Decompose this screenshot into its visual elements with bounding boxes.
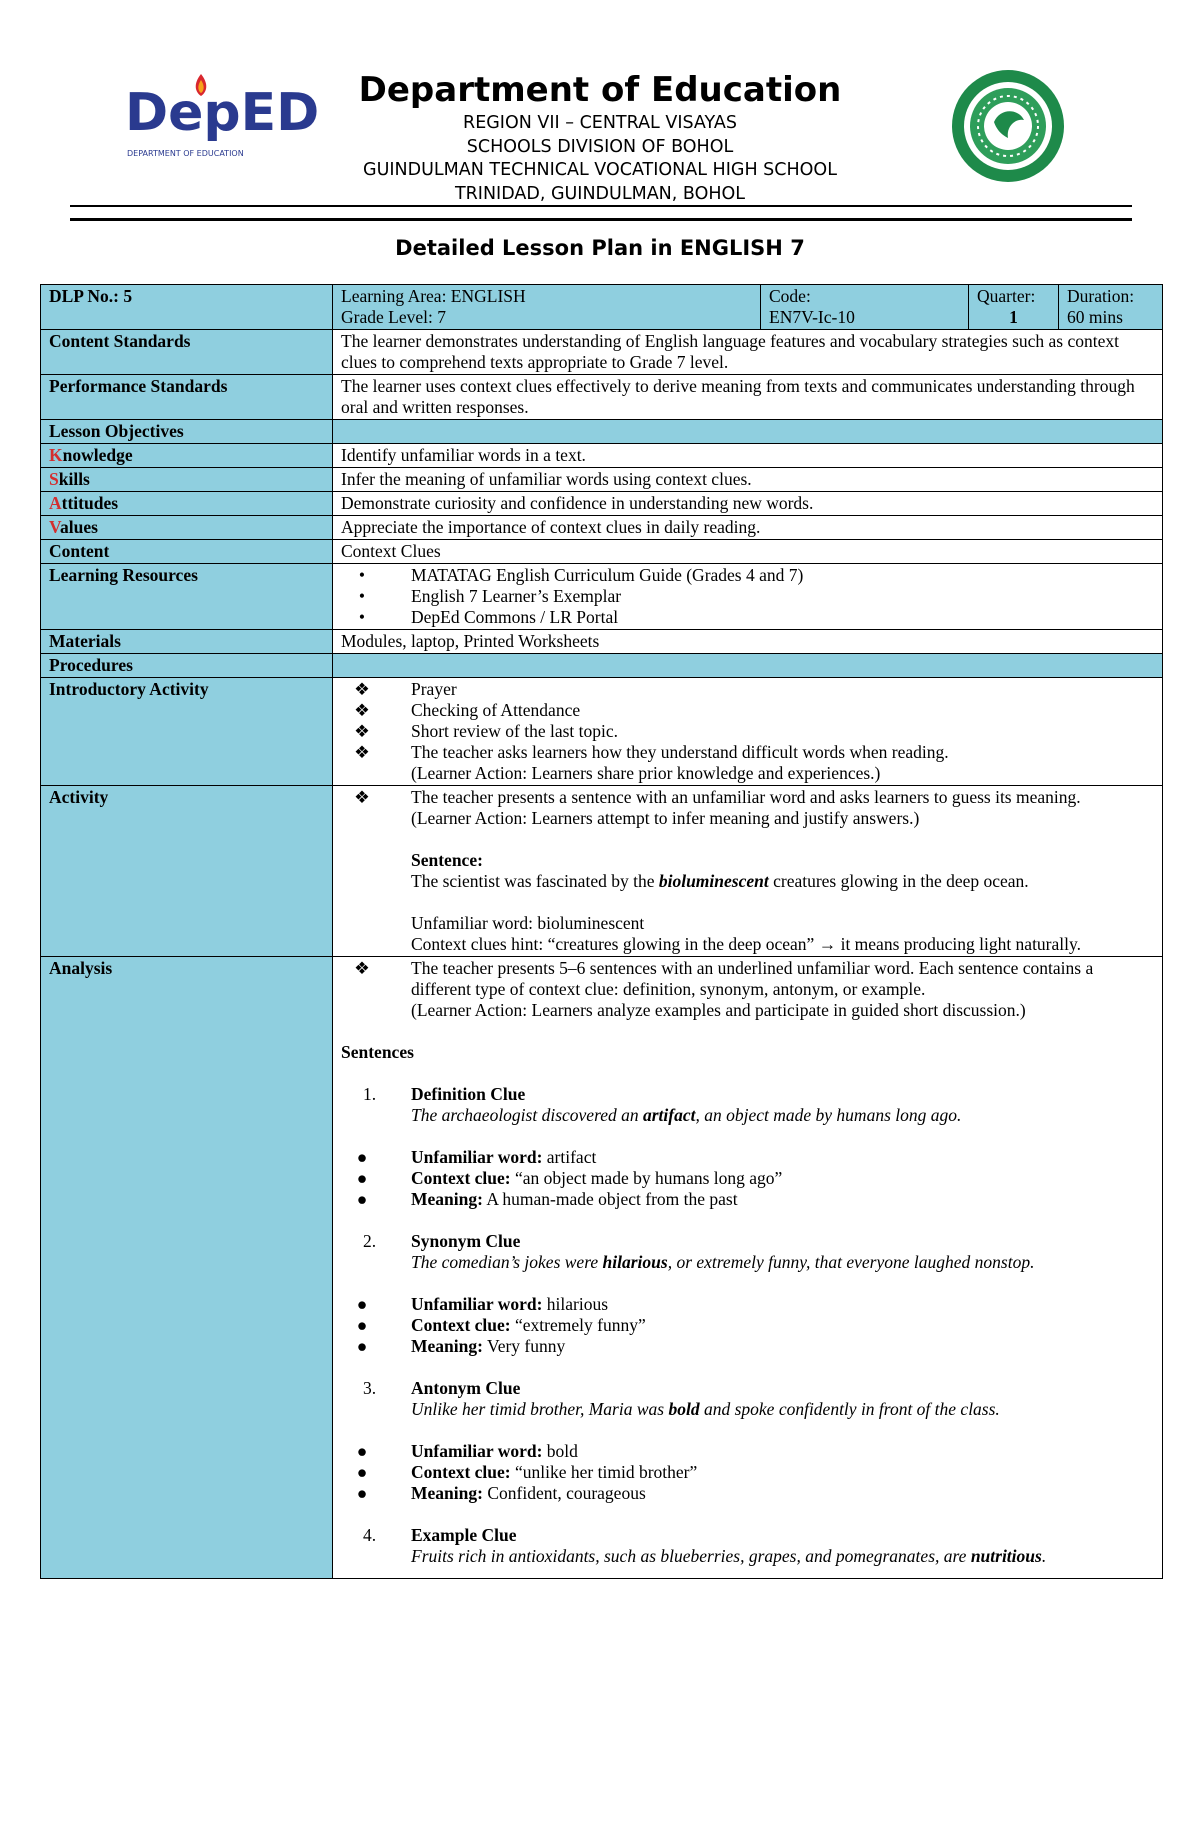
- introductory-activity-row: [41, 678, 1163, 786]
- clue-title: 3. Antonym Clue: [363, 1378, 521, 1398]
- clue-sentence: The archaeologist discovered an artifact, an object made by humans long ago.: [411, 1105, 962, 1125]
- clue-keyword: hilarious: [602, 1252, 668, 1272]
- activity-row: [41, 786, 1163, 957]
- performance-standards-text: The learner uses context clues effectively to derive meaning from texts and communicates understanding through oral and written responses.: [333, 375, 1163, 420]
- introductory-activity-label: Introductory Activity: [41, 678, 333, 786]
- procedures-row: [41, 654, 1163, 678]
- department-title: Department of Education: [358, 70, 842, 110]
- materials-row: [41, 630, 1163, 654]
- lesson-plan-table: [40, 284, 1163, 1579]
- clue-detail: ● Meaning: A human-made object from the past: [341, 1189, 1154, 1210]
- clue-detail: ● Context clue: “an object made by humans long ago”: [341, 1168, 1154, 1189]
- bullet-icon: •: [358, 565, 366, 585]
- introductory-activity-content: [333, 678, 1163, 786]
- clue-keyword: nutritious: [970, 1546, 1042, 1566]
- clue-detail: ● Unfamiliar word: hilarious: [341, 1294, 1154, 1315]
- intro-learner-action: (Learner Action: Learners share prior knowledge and experiences.): [411, 763, 881, 783]
- bullet-icon: ●: [356, 1462, 368, 1482]
- sentence-keyword: bioluminescent: [658, 871, 769, 891]
- dlp-number: DLP No.: 5: [41, 285, 333, 330]
- procedures-empty: [333, 654, 1163, 678]
- clue-title: 1. Definition Clue: [363, 1084, 526, 1104]
- lesson-objectives-row: [41, 420, 1163, 444]
- duration-label: Duration:: [1067, 286, 1135, 306]
- code-value: EN7V-Ic-10: [769, 307, 855, 327]
- diamond-bullet-icon: ❖: [354, 958, 370, 978]
- sentences-heading: Sentences: [341, 1042, 414, 1062]
- bullet-icon: ●: [356, 1168, 368, 1188]
- intro-item: ❖ The teacher asks learners how they understand difficult words when reading.: [341, 742, 1154, 763]
- objective-values-label: Values: [41, 516, 333, 540]
- bullet-icon: ●: [356, 1294, 368, 1314]
- grade-level: Grade Level: 7: [341, 307, 446, 327]
- context-hint-line: Context clues hint: “creatures glowing in the deep ocean” → it means producing light naturally.: [411, 934, 1081, 954]
- content-standards-row: [41, 330, 1163, 375]
- sentence-label: Sentence:: [411, 850, 483, 870]
- bullet-icon: ●: [356, 1483, 368, 1503]
- clue-detail: ● Meaning: Confident, courageous: [341, 1483, 1154, 1504]
- content-standards-label: Content Standards: [41, 330, 333, 375]
- resource-item: • DepEd Commons / LR Portal: [341, 607, 1154, 628]
- objective-skills-label: Skills: [41, 468, 333, 492]
- learning-area: Learning Area: ENGLISH: [341, 286, 526, 306]
- content-label: Content: [41, 540, 333, 564]
- clue-detail: ● Context clue: “extremely funny”: [341, 1315, 1154, 1336]
- clue-keyword: bold: [668, 1399, 700, 1419]
- learning-resources-list: [333, 564, 1163, 630]
- bullet-icon: •: [358, 607, 366, 627]
- unfamiliar-word-line: Unfamiliar word: bioluminescent: [411, 913, 645, 933]
- objective-attitudes-text: Demonstrate curiosity and confidence in understanding new words.: [333, 492, 1163, 516]
- bullet-icon: •: [358, 586, 366, 606]
- clue-detail: ● Meaning: Very funny: [341, 1336, 1154, 1357]
- deped-logo-text: DepED: [125, 83, 320, 143]
- diamond-bullet-icon: ❖: [354, 721, 370, 741]
- objective-knowledge-row: [41, 444, 1163, 468]
- learning-resources-row: [41, 564, 1163, 630]
- header-rule-thick: [70, 218, 1132, 221]
- analysis-row: [41, 957, 1163, 1579]
- clue-title: 4. Example Clue: [363, 1525, 517, 1545]
- objective-values-row: [41, 516, 1163, 540]
- activity-content: [333, 786, 1163, 957]
- info-row: [41, 285, 1163, 330]
- bullet-icon: ●: [356, 1441, 368, 1461]
- header-line-region: REGION VII – CENTRAL VISAYAS: [463, 113, 737, 133]
- header-line-address: TRINIDAD, GUINDULMAN, BOHOL: [454, 183, 746, 204]
- performance-standards-label: Performance Standards: [41, 375, 333, 420]
- analysis-item: ❖ The teacher presents 5–6 sentences with an underlined unfamiliar word. Each sentence contains a different type of context clue: definition, synonym, antonym, or example.: [341, 958, 1154, 1000]
- diamond-bullet-icon: ❖: [354, 700, 370, 720]
- objective-values-text: Appreciate the importance of context clues in daily reading.: [333, 516, 1163, 540]
- header-line-school: GUINDULMAN TECHNICAL VOCATIONAL HIGH SCHOOL: [363, 160, 837, 180]
- content-text: Context Clues: [333, 540, 1163, 564]
- materials-text: Modules, laptop, Printed Worksheets: [333, 630, 1163, 654]
- activity-item: ❖ The teacher presents a sentence with an unfamiliar word and asks learners to guess its meaning.: [341, 787, 1154, 808]
- bullet-icon: ●: [356, 1147, 368, 1167]
- school-seal: [950, 68, 1066, 184]
- intro-item: ❖ Prayer: [341, 679, 1154, 700]
- objective-attitudes-row: [41, 492, 1163, 516]
- duration-value: 60 mins: [1067, 307, 1123, 327]
- objective-skills-text: Infer the meaning of unfamiliar words using context clues.: [333, 468, 1163, 492]
- bullet-icon: ●: [356, 1336, 368, 1356]
- sentence-text: The scientist was fascinated by the bioluminescent creatures glowing in the deep ocean.: [411, 871, 1029, 891]
- clue-sentence: Fruits rich in antioxidants, such as blueberries, grapes, and pomegranates, are nutritious.: [411, 1546, 1047, 1566]
- materials-label: Materials: [41, 630, 333, 654]
- objective-knowledge-text: Identify unfamiliar words in a text.: [333, 444, 1163, 468]
- content-row: [41, 540, 1163, 564]
- document-title: Detailed Lesson Plan in ENGLISH 7: [395, 236, 805, 260]
- lesson-objectives-label: Lesson Objectives: [41, 420, 333, 444]
- activity-learner-action: (Learner Action: Learners attempt to infer meaning and justify answers.): [411, 808, 920, 828]
- resource-item: • MATATAG English Curriculum Guide (Grades 4 and 7): [341, 565, 1154, 586]
- intro-item: ❖ Checking of Attendance: [341, 700, 1154, 721]
- clue-sentence: The comedian’s jokes were hilarious, or extremely funny, that everyone laughed nonstop.: [411, 1252, 1035, 1272]
- code-label: Code:: [769, 286, 811, 306]
- quarter-label: Quarter:: [977, 286, 1036, 306]
- intro-item: ❖ Short review of the last topic.: [341, 721, 1154, 742]
- diamond-bullet-icon: ❖: [354, 742, 370, 762]
- duration-cell: [1059, 285, 1163, 330]
- objective-attitudes-label: Attitudes: [41, 492, 333, 516]
- clue-detail: ● Unfamiliar word: bold: [341, 1441, 1154, 1462]
- quarter-value: 1: [1009, 307, 1018, 327]
- analysis-learner-action: (Learner Action: Learners analyze examples and participate in guided short discussion.): [411, 1000, 1026, 1020]
- bullet-icon: ●: [356, 1189, 368, 1209]
- clue-detail: ● Unfamiliar word: artifact: [341, 1147, 1154, 1168]
- clue-keyword: artifact: [643, 1105, 696, 1125]
- header-rule-thin: [70, 205, 1132, 207]
- clue-detail: ● Context clue: “unlike her timid brother”: [341, 1462, 1154, 1483]
- procedures-label: Procedures: [41, 654, 333, 678]
- performance-standards-row: [41, 375, 1163, 420]
- header-line-division: SCHOOLS DIVISION OF BOHOL: [466, 136, 734, 157]
- diamond-bullet-icon: ❖: [354, 679, 370, 699]
- analysis-label: Analysis: [41, 957, 333, 1579]
- bullet-icon: ●: [356, 1315, 368, 1335]
- objective-skills-row: [41, 468, 1163, 492]
- clue-sentence: Unlike her timid brother, Maria was bold and spoke confidently in front of the class.: [411, 1399, 1000, 1419]
- analysis-content: [333, 957, 1163, 1579]
- activity-label: Activity: [41, 786, 333, 957]
- content-standards-text: The learner demonstrates understanding of English language features and vocabulary strategies such as context clues to comprehend texts appropriate to Grade 7 level.: [333, 330, 1163, 375]
- resource-item: • English 7 Learner’s Exemplar: [341, 586, 1154, 607]
- deped-logo: [123, 66, 323, 166]
- code-cell: [761, 285, 969, 330]
- objective-knowledge-label: Knowledge: [41, 444, 333, 468]
- clue-title: 2. Synonym Clue: [363, 1231, 521, 1251]
- deped-logo-caption: DEPARTMENT OF EDUCATION: [127, 149, 244, 158]
- quarter-cell: [969, 285, 1059, 330]
- header-block: [300, 68, 900, 206]
- learning-area-cell: [333, 285, 761, 330]
- learning-resources-label: Learning Resources: [41, 564, 333, 630]
- diamond-bullet-icon: ❖: [354, 787, 370, 807]
- lesson-objectives-empty: [333, 420, 1163, 444]
